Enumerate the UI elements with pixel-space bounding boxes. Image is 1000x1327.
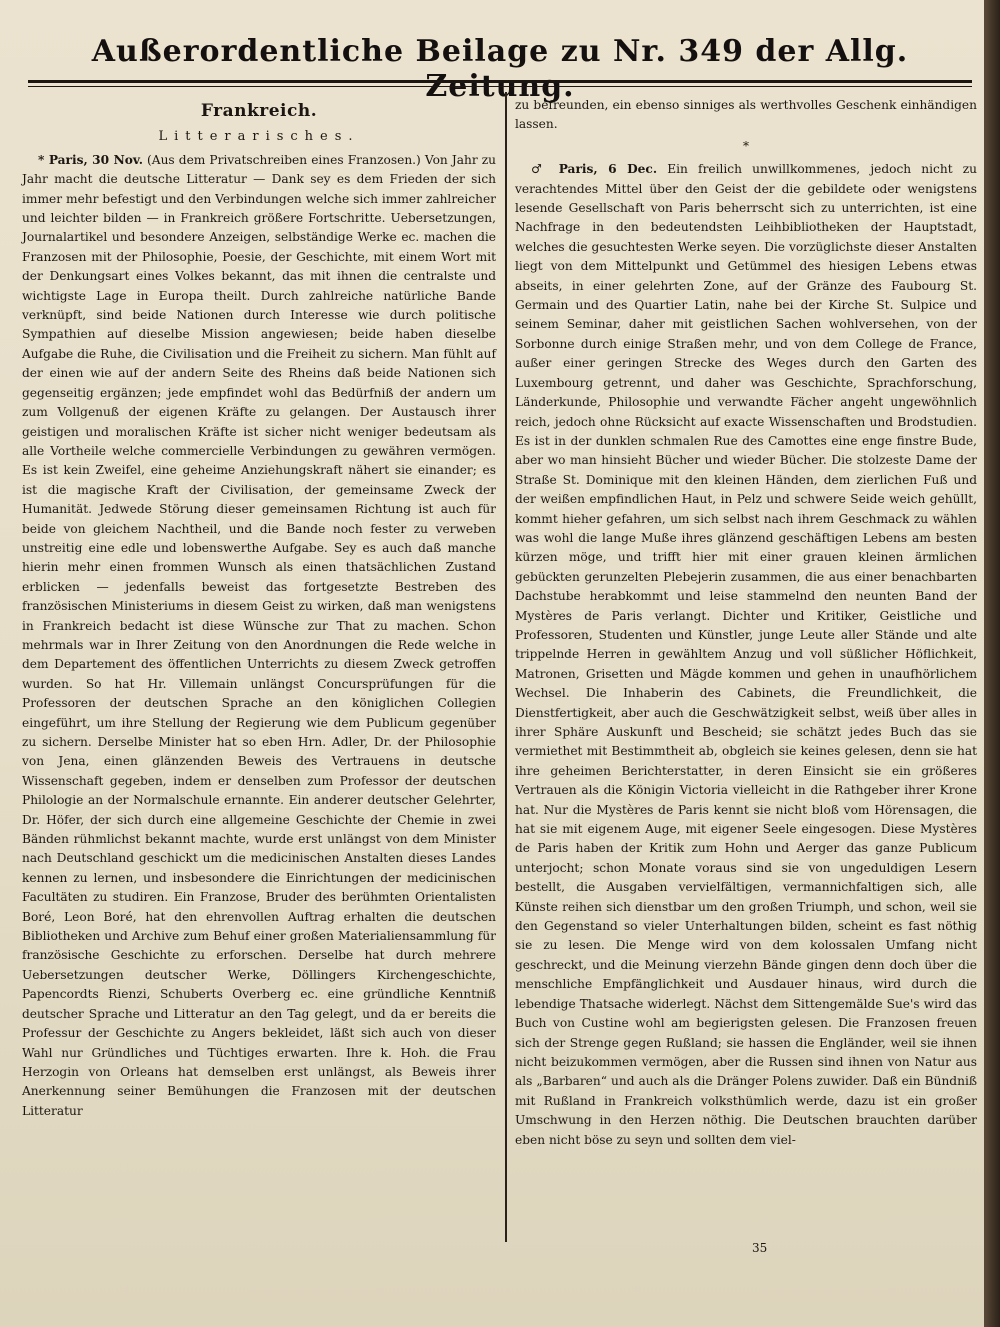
article-body: Ein freilich unwillkommenes, jedoch nicht zu verachtendes Mittel über den Geist der die gebildete oder wenigstens lesende Gesellschaft von Paris beherrscht sich zu unterrichten, ist eine Nachfrage in den bedeutendsten Leihbibliotheken der Hauptstadt, welches die gesuchtesten Werke seyen. Die vorzüglichste dieser Anstalten liegt von dem Mittelpunkt und Getümmel des hiesigen Lebens etwas abseits, in einer gelehrten Zone, auf der Gränze des Faubourg St. Germain und des Quartier Latin, nahe bei der Kirche St. Sulpice und seinem Seminar, daher mit geistlichen Sachen wohlversehen, von der Sorbonne durch einige Straßen mehr, und von dem College de France, außer einer geringen Strecke des Weges durch den Garten des Luxembourg getrennt, und daher was Geschichte, Sprachforschung, Länderkunde, Philosophie und verwandte Fächer angeht ungewöhnlich reich, jedoch ohne Rücksicht auf exacte Wissenschaften und Brodstudien. Es ist in der dunklen schmalen Rue des Camottes eine enge finstre Bude, aber wo man hinsieht Bücher und wieder Bücher. Die stolzeste Dame der Straße St. Dominique mit den kleinen Händen, dem zierlichen Fuß und der weißen empfindlichen Haut, in Pelz und schwere Seide weich gehüllt, kommt hieher gefahren, um sich selbst nach ihrem Geschmack zu wählen was wohl die lange Muße ihres glänzend geschäftigen Lebens am besten kürzen möge, und trifft hier mit einer grauen kleinen ärmlichen gebückten gerunzelten Plebejerin zusammen, die aus einer benachbarten Dachstube herabkommt und leise stammelnd den neunten Band der Mystères de Paris verlangt. Dichter und Kritiker, Geistliche und Professoren, Studenten und Künstler, junge Leute aller Stände und alte trippelnde Herren in gewähltem Anzug und voll süßlicher Höflichkeit, Matronen, Grisetten und Mägde kommen und gehen in unaufhörlichem Wechsel. Die Inhaberin des Cabinets, die Freundlichkeit, die Dienstfertigkeit, aber auch die Geschwätzigkeit selbst, weiß über alles in ihrer Sphäre Auskunft und Bescheid; sie schätzt jedes Buch das sie vermiethet mit Bestimmtheit ab, obgleich sie keines gelesen, denn sie hat ihre geheimen Berichterstatter, in deren Einsicht sie ein größeres Vertrauen als die Königin Victoria vielleicht in die Rathgeber ihrer Krone hat. Nur die Mystères de Paris kennt sie nicht bloß vom Hörensagen, die hat sie mit eigenem Auge, mit eigener Seele eingesogen. Diese Mystères de Paris haben der Kritik zum Hohn und Aerger das ganze Publicum unterjocht; schon Monate voraus sind sie von ungeduldigen Lesern bestellt, die Ausgaben vervielfältigen, vermannichfaltigen sich, alle Künste reihen sich dienstbar um den großen Triumph, und schon, weil sie den Gegenstand so vieler Unterhaltungen bilden, scheint es fast nöthig sie zu lesen. Die Menge wird von dem kolossalen Umfang nicht geschreckt, und die Meinung vierzehn Bände gingen denn doch über die menschliche Empfänglichkeit und Ausdauer hinaus, wird durch die lebendige Thatsache widerlegt. Nächst dem Sittengemälde Sue's wird das Buch von Custine wohl am begierigsten gelesen. Die Franzosen freuen sich der Strenge gegen Rußland; sie hassen die Engländer, weil sie ihnen nicht beizukommen vermögen, aber die Russen sind ihnen von Natur aus als „Barbaren“ und auch als die Dränger Polens zuwider. Daß ein Bündniß mit Rußland in Frankreich volksthümlich werde, dazu ist ein großer Umschwung in den Herzen nöthig. Die Deutschen brauchten darüber eben nicht böse zu seyn und sollten dem viel- (515, 162, 978, 1147)
masthead-rule-thick (28, 80, 972, 83)
masthead-title: Außerordentliche Beilage zu Nr. 349 der Allg. (91, 34, 909, 69)
article-paragraph-paris-30-nov (22, 151, 496, 1121)
article-dateline: ♂ Paris, 6 Dec. (531, 162, 658, 177)
masthead-rule-thin (28, 86, 972, 87)
book-spine-edge (984, 0, 1000, 1327)
article-dateline: * Paris, 30 Nov. (38, 152, 143, 167)
section-title: Frankreich. (200, 101, 318, 121)
column-divider (505, 92, 507, 1242)
left-column (22, 96, 496, 1121)
article-paragraph-paris-6-dec (515, 160, 977, 1150)
page-number: 35 (752, 1241, 768, 1255)
article-separator-star: * (743, 138, 749, 153)
article-body: (Aus dem Privatschreiben eines Franzosen.) Von Jahr zu Jahr macht die deutsche Litteratur — Dank sey es dem Frieden der sich immer mehr befestigt und den Verbindungen welche sich immer zahlreicher und leichter bilden — in Frankreich größere Fortschritte. Uebersetzungen, Journalartikel und besondere Anzeigen, selbständige Werke ec. machen die Franzosen mit der Philosophie, Poesie, der Geschichte, mit einem Wort mit der Denkungsart eines Volkes bekannt, das mit ihnen die centralste und wichtigste Lage in Europa theilt. Durch zahlreiche natürliche Bande verknüpft, sind beide Nationen durch Interesse wie durch politische Sympathien auf dieselbe Mission angewiesen; beide haben dieselbe Aufgabe die Ruhe, die Civilisation und die Freiheit zu sichern. Man fühlt auf der einen wie auf der andern Seite des Rheins daß beide Nationen sich gegenseitig ergänzen; jede empfindet wohl das Bedürfniß der andern um zum Vollgenuß der eigenen Kräfte zu gelangen. Der Austausch ihrer geistigen und moralischen Kräfte ist sicher nicht weniger bedeutsam als alle Vortheile welche commercielle Verbindungen zu gewähren vermögen. Es ist kein Zweifel, eine geheime Anziehungskraft nähert sie einander; es ist die magische Kraft der Civilisation, der gemeinsame Zweck der Humanität. Jedwede Störung dieser gemeinsamen Richtung ist auch für beide von gleichem Nachtheil, und die Bande noch fester zu verweben unstreitig eine edle und lobenswerthe Aufgabe. Sey es auch daß manche hierin mehr einen frommen Wunsch als einen thatsächlichen Zustand erblicken — jedenfalls beweist das fortgesetzte Bestreben des französischen Ministeriums in diesem Geist zu wirken, daß man wenigstens in Frankreich bedacht ist diese Wünsche zur That zu machen. Schon mehrmals war in Ihrer Zeitung von den Anordnungen die Rede welche in dem Departement des öffentlichen Unterrichts zu diesem Zweck getroffen wurden. So hat Hr. Villemain unlängst Concursprüfungen für die Professoren der deutschen Sprache an den königlichen Collegien eingeführt, um ihre Stellung der Regierung wie dem Publicum gegenüber zu sichern. Derselbe Minister hat so eben Hrn. Adler, Dr. der Philosophie von Jena, einen glänzenden Beweis des Vertrauens in deutsche Wissenschaft gegeben, indem er denselben zum Professor der deutschen Philologie an der Normalschule ernannte. Ein anderer deutscher Gelehrter, Dr. Höfer, der sich durch eine allgemeine Geschichte der Chemie in zwei Bänden rühmlichst bekannt machte, wurde erst unlängst von dem Minister nach Deutschland geschickt um die medicinischen Anstalten dieses Landes kennen zu lernen, und insbesondere die Einrichtungen der medicinischen Facultäten zu studiren. Ein Franzose, Bruder des berühmten Orientalisten Boré, Leon Boré, hat den ehrenvollen Auftrag erhalten die deutschen Bibliotheken und Archive zum Behuf einer großen Materialiensammlung für französische Geschichte zu erforschen. Derselbe hat durch mehrere Uebersetzungen deutscher Werke, Döllingers Kirchengeschichte, Papencordts Rienzi, Schuberts Overberg ec. eine gründliche Kenntniß deutscher Sprache und Litteratur an den Tag gelegt, und da er bereits die Professur der Geschichte zu Angers bekleidet, läßt sich auch von dieser Wahl nur Gründliches und Tüchtiges erwarten. Ihre k. Hoh. die Frau Herzogin von Orleans hat demselben erst unlängst, als Beweis ihrer Anerkennung seiner Bemühungen die Franzosen mit der deutschen Litteratur (22, 152, 497, 1118)
section-subtitle: Litterarisches. (158, 129, 360, 145)
right-column (515, 96, 977, 1150)
article-continuation: zu befreunden, ein ebenso sinniges als werthvolles Geschenk einhändigen lassen. (515, 98, 977, 132)
